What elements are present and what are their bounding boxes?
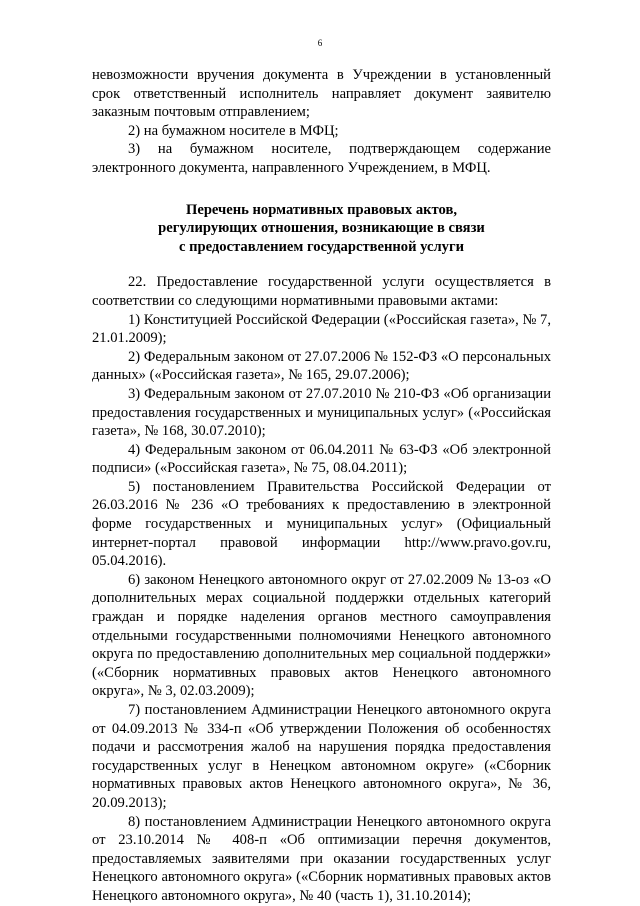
paragraph-22: 22. Предоставление государственной услуги осуществляется в соответствии со следующими нормативными правовыми актами:: [92, 274, 551, 309]
legal-act-item: 2) Федеральным законом от 27.07.2006 № 152-ФЗ «О персональных данных» («Российская газета», № 165, 29.07.2006);: [92, 348, 551, 384]
legal-act-item: 4) Федеральным законом от 06.04.2011 № 63-ФЗ «Об электронной подписи» («Российская газета», № 75, 08.04.2011);: [92, 441, 551, 477]
legal-act-item: 7) постановлением Администрации Ненецкого автономного округа от 04.09.2013 № 334-п «Об утверждении Положения об особенностях подачи и рассмотрения жалоб на нарушения порядка предоставления государственных услуг в Ненецком автономном округе» («Сборник нормативных правовых актов Ненецкого автономного округа», № 36, 20.09.2013);: [92, 702, 551, 811]
page-body: [92, 66, 551, 906]
paragraph-delivery-continued: невозможности вручения документа в Учреждении в установленный срок ответственный исполнитель направляет документ заявителю заказным почтовым отправлением;: [92, 67, 551, 121]
section-heading: [92, 201, 551, 257]
legal-act-item: 1) Конституцией Российской Федерации («Российская газета», № 7, 21.01.2009);: [92, 311, 551, 347]
page-number: 6: [317, 38, 323, 48]
legal-act-item: 3) Федеральным законом от 27.07.2010 № 210-ФЗ «Об организации предоставления государственных и муниципальных услуг» («Российская газета», № 168, 30.07.2010);: [92, 385, 551, 440]
section-heading-line: Перечень нормативных правовых актов,: [185, 201, 457, 218]
list-item-paper-confirming: 3) на бумажном носителе, подтверждающем содержание электронного документа, направленного Учреждением, в МФЦ.: [92, 141, 551, 176]
legal-act-item: 5) постановлением Правительства Российской Федерации от 26.03.2016 № 236 «О требованиях к предоставлению в электронной форме государственных и муниципальных услуг» (Официальный интернет-портал правовой информации http://www.pravo.gov.ru, 05.04.2016).: [92, 478, 551, 570]
legal-act-item: 6) законом Ненецкого автономного округ от 27.02.2009 № 13-оз «О дополнительных мерах социальной поддержки отдельных категорий граждан и порядке наделения органов местного самоуправления отдельными государственными полномочиями Ненецкого автономного округа по предоставлению дополнительных мер социальной поддержки» («Сборник нормативных правовых актов Ненецкого автономного округа», № 3, 02.03.2009);: [92, 571, 551, 700]
section-heading-line: регулирующих отношения, возникающие в связи: [158, 220, 485, 237]
section-heading-line: с предоставлением государственной услуги: [178, 238, 464, 255]
legal-act-item: 8) постановлением Администрации Ненецкого автономного округа от 23.10.2014 № 408-п «Об оптимизации перечня документов, предоставляемых заявителями при оказании государственных услуг Ненецкого автономного округа» («Сборник нормативных правовых актов Ненецкого автономного округа», № 40 (часть 1), 31.10.2014);: [92, 813, 551, 904]
list-item-paper-mfc: 2) на бумажном носителе в МФЦ;: [128, 122, 339, 139]
